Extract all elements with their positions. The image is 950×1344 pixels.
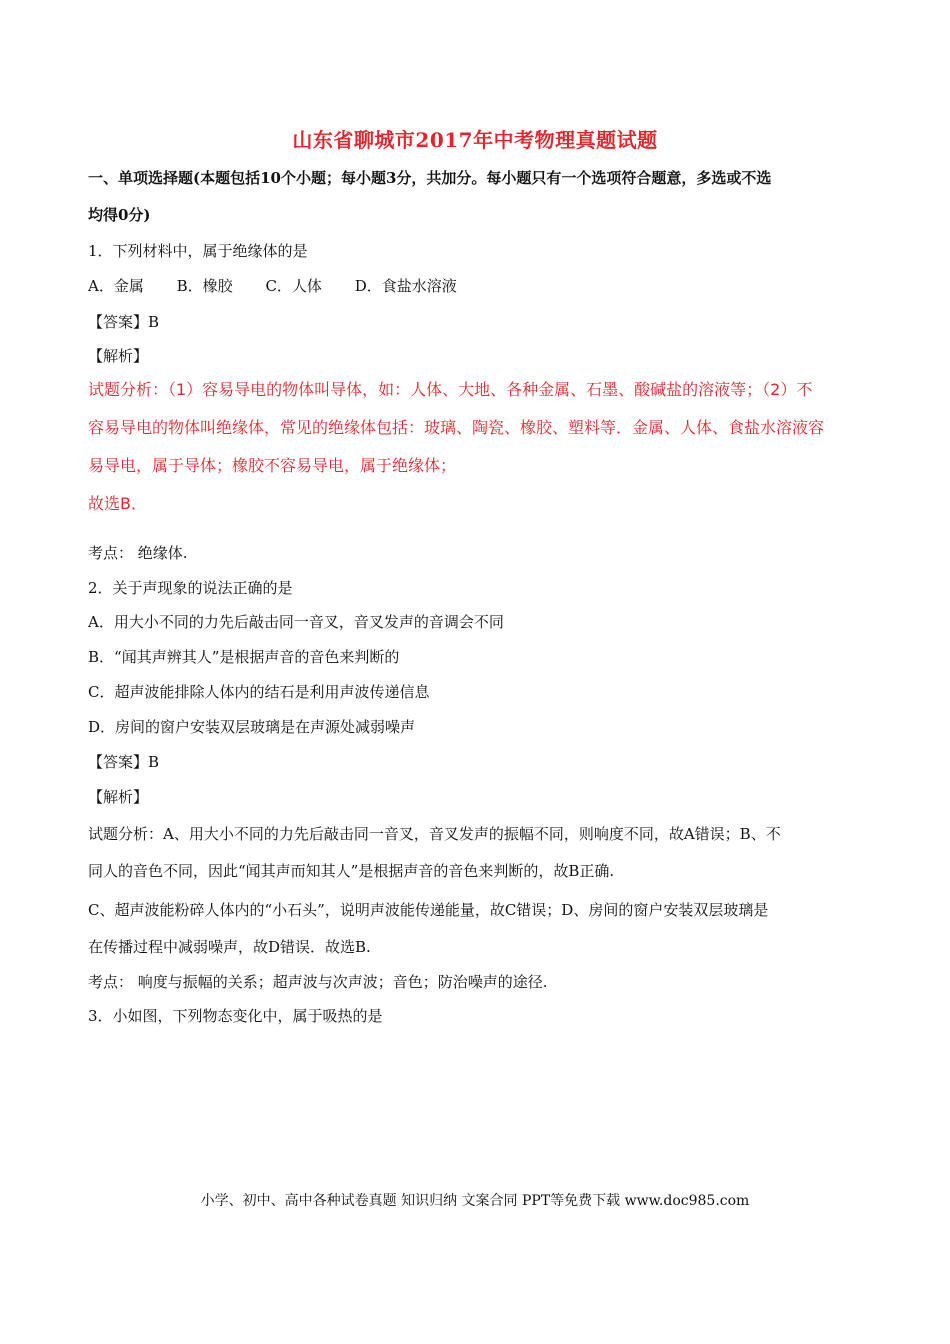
q1-options bbox=[88, 276, 485, 296]
q2-option-b: B．“闻其声辨其人”是根据声音的音色来判断的 bbox=[88, 648, 400, 666]
q1-analysis-label: 【解析】 bbox=[88, 347, 149, 365]
q1-analysis-line: 故选B． bbox=[88, 494, 147, 513]
q1-option-d: D．食盐水溶液 bbox=[354, 277, 457, 295]
q2-analysis-label: 【解析】 bbox=[88, 788, 149, 806]
q2-kaodian: 考点： 响度与振幅的关系；超声波与次声波；音色；防治噪声的途径. bbox=[88, 973, 548, 991]
q2-analysis-line: 同人的音色不同，因此“闻其声而知其人”是根据声音的音色来判断的，故B正确. bbox=[88, 862, 615, 880]
q2-answer: 【答案】B bbox=[88, 753, 160, 771]
q2-option-a: A．用大小不同的力先后敲击同一音叉，音叉发声的音调会不同 bbox=[88, 613, 504, 631]
q1-option-a: A．金属 bbox=[88, 277, 144, 295]
q2-analysis-line: 试题分析：A、用大小不同的力先后敲击同一音叉，音叉发声的振幅不同，则响度不同，故A错误；B、不 bbox=[88, 825, 781, 843]
q2-option-c: C．超声波能排除人体内的结石是利用声波传递信息 bbox=[88, 683, 430, 701]
q2-analysis-line: C、超声波能粉碎人体内的“小石头”，说明声波能传递能量，故C错误；D、房间的窗户安装双层玻璃是 bbox=[88, 901, 769, 919]
q1-answer: 【答案】B bbox=[88, 313, 160, 331]
q2-stem: 2．关于声现象的说法正确的是 bbox=[88, 579, 293, 597]
page-title: 山东省聊城市2017年中考物理真题试题 bbox=[292, 128, 658, 152]
q1-kaodian: 考点： 绝缘体. bbox=[88, 544, 188, 562]
q2-option-d: D．房间的窗户安装双层玻璃是在声源处减弱噪声 bbox=[88, 718, 416, 736]
q1-option-c: C．人体 bbox=[265, 277, 322, 295]
q1-option-b: B．橡胶 bbox=[176, 277, 233, 295]
q1-stem: 1．下列材料中，属于绝缘体的是 bbox=[88, 242, 308, 260]
q3-stem: 3．小如图，下列物态变化中，属于吸热的是 bbox=[88, 1007, 383, 1025]
q1-analysis-line: 容易导电的物体叫绝缘体，常见的绝缘体包括：玻璃、陶瓷、橡胶、塑料等．金属、人体、食盐水溶液容 bbox=[88, 418, 825, 437]
q1-analysis-line: 易导电，属于导体；橡胶不容易导电，属于绝缘体； bbox=[88, 456, 457, 475]
section-heading-line1: 一、单项选择题(本题包括10个小题；每小题3分，共加分。每小题只有一个选项符合题意，多选或不选 bbox=[88, 169, 772, 187]
q2-analysis-line: 在传播过程中减弱噪声，故D错误．故选B. bbox=[88, 938, 371, 956]
q1-analysis-line: 试题分析：（1）容易导电的物体叫导体，如：人体、大地、各种金属、石墨、酸碱盐的溶液等；（2）不 bbox=[88, 380, 813, 399]
page-footer: 小学、初中、高中各种试卷真题 知识归纳 文案合同 PPT等免费下载 www.doc985.com bbox=[200, 1193, 750, 1209]
section-heading-line2: 均得0分) bbox=[88, 206, 151, 224]
